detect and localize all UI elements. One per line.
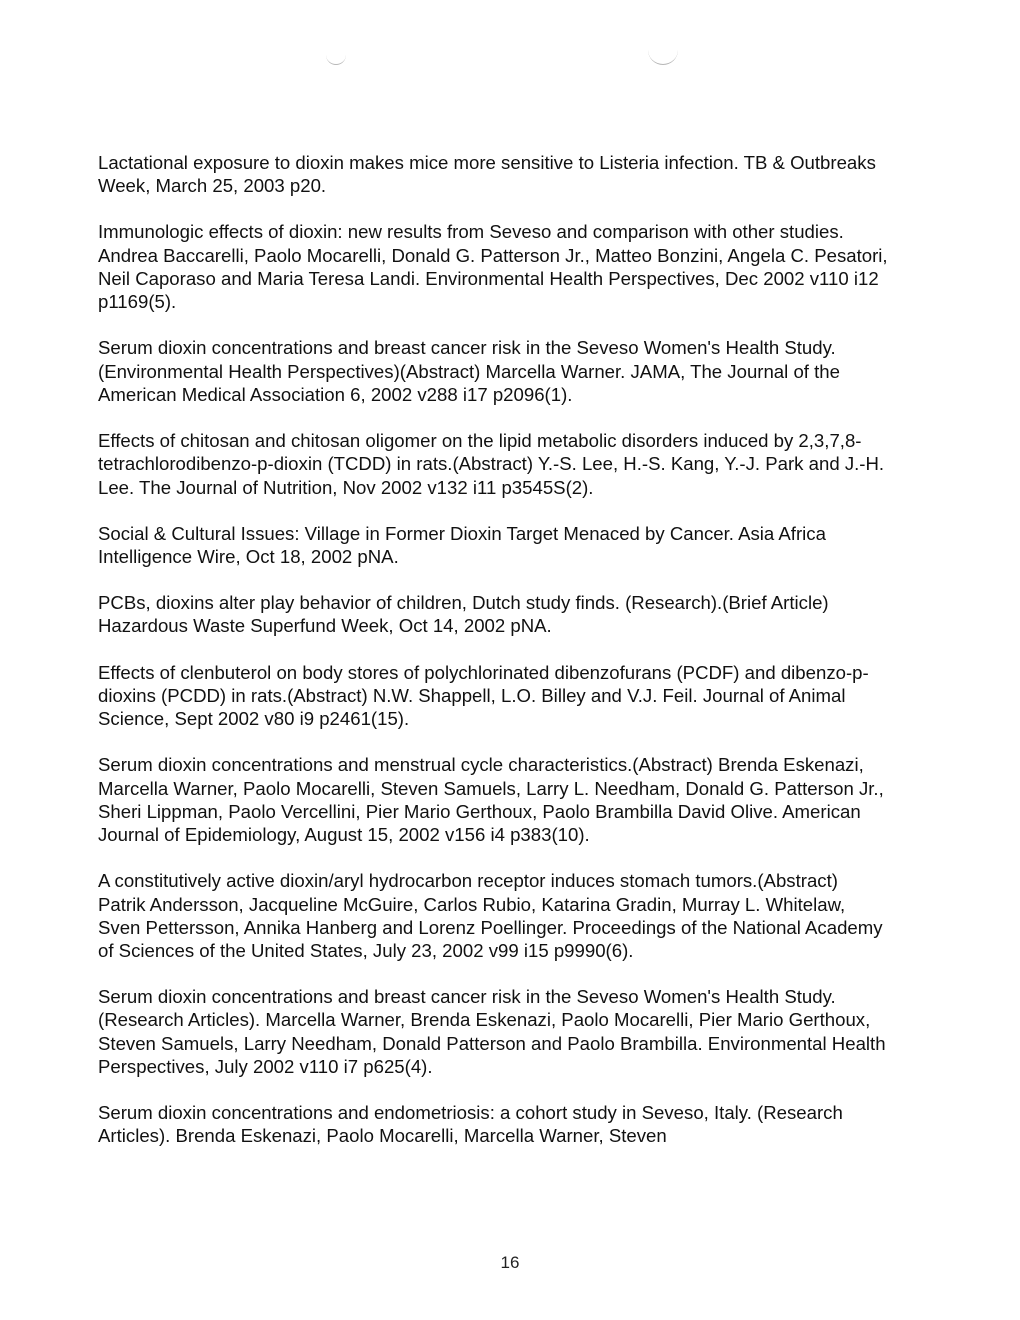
scan-artifact (326, 50, 346, 65)
bibliography-entry: Effects of clenbuterol on body stores of polychlorinated dibenzofurans (PCDF) and dibenzo-p-dioxins (PCDD) in rats.(Abstract) N.W. Shappell, L.O. Billey and V.J. Feil. Journal of Animal Science, Sept 2002 v80 i9 p2461(15). (98, 661, 869, 730)
scan-artifact (648, 50, 678, 65)
bibliography-entry: A constitutively active dioxin/aryl hydrocarbon receptor induces stomach tumors.(Abstract) Patrik Andersson, Jacqueline McGuire, Carlos Rubio, Katarina Gradin, Murray L. Whitelaw, Sven Pettersson, Annika Hanberg and Lorenz Poellinger. Proceedings of the National Academy of Sciences of the United States, July 23, 2002 v99 i15 p9990(6). (98, 870, 883, 962)
bibliography-entry: Immunologic effects of dioxin: new results from Seveso and comparison with other studies. Andrea Baccarelli, Paolo Mocarelli, Donald G. Patterson Jr., Matteo Bonzini, Angela C. Pesatori, Neil Caporaso and Maria Teresa Landi. Environmental Health Perspectives, Dec 2002 v110 i12 p1169(5). (98, 221, 888, 313)
bibliography-entry: Serum dioxin concentrations and endometriosis: a cohort study in Seveso, Italy. (Research Articles). Brenda Eskenazi, Paolo Mocarelli, Marcella Warner, Steven (98, 1102, 843, 1147)
bibliography-entry: Effects of chitosan and chitosan oligomer on the lipid metabolic disorders induced by 2,3,7,8-tetrachlorodibenzo-p-dioxin (TCDD) in rats.(Abstract) Y.-S. Lee, H.-S. Kang, Y.-J. Park and J.-H. Lee. The Journal of Nutrition, Nov 2002 v132 i11 p3545S(2). (98, 430, 885, 498)
page-number: 16 (500, 1253, 520, 1272)
bibliography-entry: Lactational exposure to dioxin makes mice more sensitive to Listeria infection. TB & Outbreaks Week, March 25, 2003 p20. (98, 152, 876, 197)
bibliography-entry: Social & Cultural Issues: Village in Former Dioxin Target Menaced by Cancer. Asia Africa Intelligence Wire, Oct 18, 2002 pNA. (98, 522, 826, 568)
bibliography-entry: Serum dioxin concentrations and menstrual cycle characteristics.(Abstract) Brenda Eskenazi, Marcella Warner, Paolo Mocarelli, Steven Samuels, Larry L. Needham, Donald G. Patterson Jr., Sheri Lippman, Paolo Vercellini, Pier Mario Gerthoux, Paolo Brambilla David Olive. American Journal of Epidemiology, August 15, 2002 v156 i4 p383(10). (98, 754, 884, 846)
bibliography-entry: Serum dioxin concentrations and breast cancer risk in the Seveso Women's Health Study.(Environmental Health Perspectives)(Abstract) Marcella Warner. JAMA, The Journal of the American Medical Association 6, 2002 v288 i17 p2096(1). (98, 337, 840, 405)
bibliography-entry: PCBs, dioxins alter play behavior of children, Dutch study finds. (Research).(Brief Article) Hazardous Waste Superfund Week, Oct 14, 2002 pNA. (98, 592, 829, 637)
bibliography-entry: Serum dioxin concentrations and breast cancer risk in the Seveso Women's Health Study. (Research Articles). Marcella Warner, Brenda Eskenazi, Paolo Mocarelli, Pier Mario Gerthoux, Steven Samuels, Larry Needham, Donald Patterson and Paolo Brambilla. Environmental Health Perspectives, July 2002 v110 i7 p625(4). (98, 986, 886, 1078)
bibliography-list (98, 151, 888, 1171)
